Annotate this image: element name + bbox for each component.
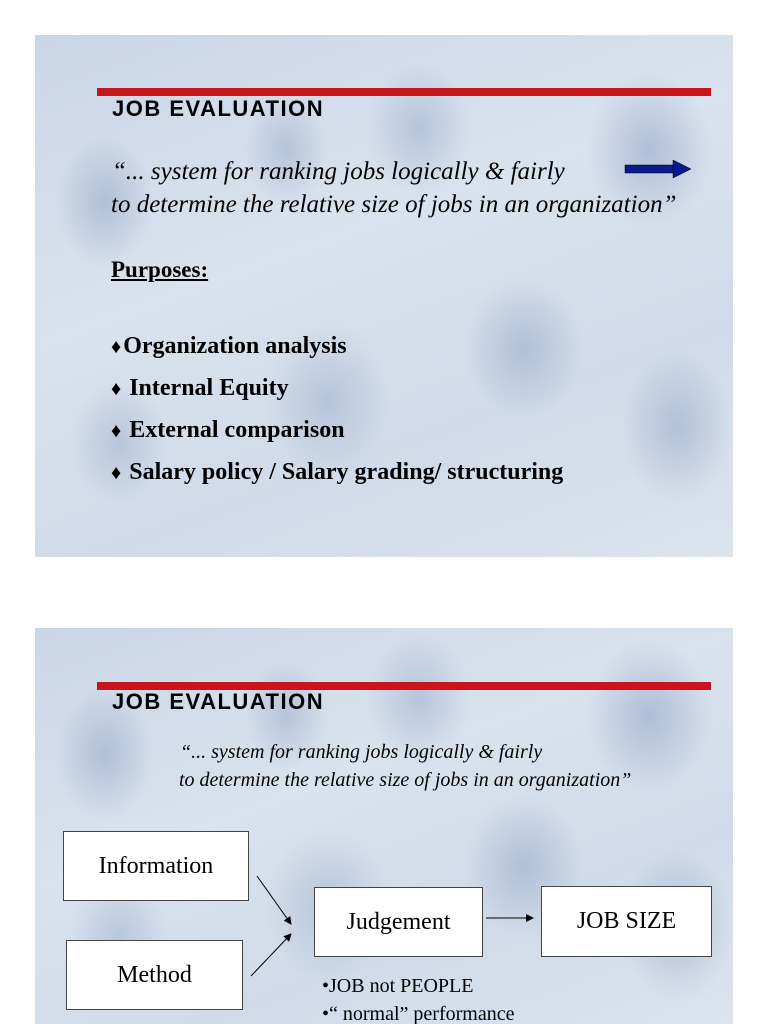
purposes-heading: Purposes: [111, 257, 209, 282]
diamond-bullet-icon: ♦ [111, 462, 122, 484]
purpose-item: ♦ Internal Equity [111, 375, 289, 401]
slide-title: JOB EVALUATION [112, 96, 325, 121]
diamond-bullet-icon: ♦ [111, 378, 122, 400]
arrow-information-to-judgement [257, 876, 291, 924]
title-accent-bar [97, 88, 711, 96]
method-box: Method [66, 940, 243, 1010]
definition-quote-line2: to determine the relative size of jobs in an organization” [111, 191, 677, 218]
right-arrow-icon [623, 159, 693, 179]
purposes-list [111, 325, 563, 493]
purpose-item: ♦ Salary policy / Salary grading/ structuring [111, 459, 564, 485]
slide-job-evaluation-purposes [35, 35, 733, 557]
slide-job-evaluation-process [35, 628, 733, 1024]
purpose-item: ♦Organization analysis [111, 333, 347, 359]
diamond-bullet-icon: ♦ [111, 420, 122, 442]
note-item: •JOB not PEOPLE [322, 975, 474, 997]
slide-title: JOB EVALUATION [112, 689, 325, 714]
definition-quote-line1: “... system for ranking jobs logically & fairly [180, 741, 543, 763]
diamond-bullet-icon: ♦ [111, 336, 122, 358]
note-item: •“ normal” performance [322, 1003, 515, 1024]
judgement-box: Judgement [314, 887, 483, 957]
purpose-item: ♦ External comparison [111, 417, 345, 443]
definition-quote-line1: “... system for ranking jobs logically & fairly [112, 158, 565, 185]
arrow-method-to-judgement [251, 934, 291, 976]
information-box: Information [63, 831, 249, 901]
definition-quote-line2: to determine the relative size of jobs in an organization” [179, 769, 632, 791]
job-size-box: JOB SIZE [541, 886, 712, 957]
notes-list [322, 972, 514, 1024]
